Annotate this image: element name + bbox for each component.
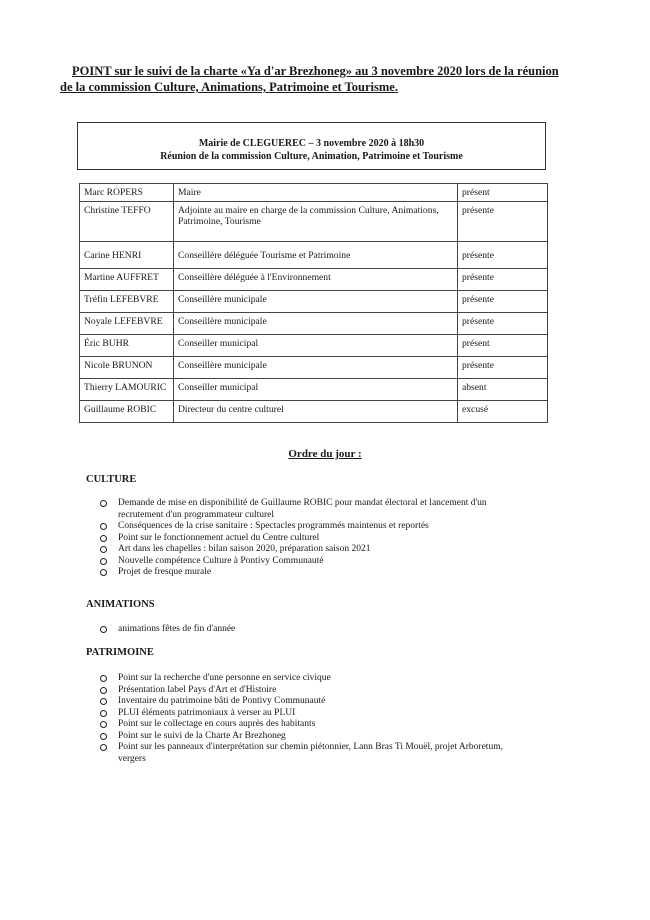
circle-bullet-icon [100,733,107,740]
attendee-role: Conseillère déléguée Tourisme et Patrimoine [174,242,458,269]
list-item: Art dans les chapelles : bilan saison 2020, préparation saison 2021 [100,544,500,556]
agenda-title: Ordre du jour : [288,448,362,460]
section-heading-patrimoine: PATRIMOINE [86,647,154,658]
attendee-role: Conseiller municipal [174,379,458,401]
list-item: Projet de fresque murale [100,567,500,579]
list-item: animations fêtes de fin d'année [100,624,500,636]
table-row [80,242,548,269]
attendee-role: Conseillère municipale [174,357,458,379]
list-item: Présentation label Pays d'Art et d'Histoire [100,685,515,697]
attendee-role: Maire [174,184,458,202]
attendee-role: Conseillère municipale [174,313,458,335]
circle-bullet-icon [100,698,107,705]
attendee-status: présente [458,313,548,335]
circle-bullet-icon [100,523,107,530]
list-item: Point sur la recherche d'une personne en service civique [100,673,515,685]
meeting-line-2: Réunion de la commission Culture, Animation, Patrimoine et Tourisme [160,151,463,162]
meeting-header-box [77,122,546,170]
animations-list [100,624,500,636]
attendee-name: Carine HENRI [80,242,174,269]
attendee-name: Marc ROPERS [80,184,174,202]
circle-bullet-icon [100,675,107,682]
list-item: Demande de mise en disponibilité de Guillaume ROBIC pour mandat électoral et lancement d'un recrutement d'un programmateur culturel [100,498,500,521]
attendee-status: présent [458,335,548,357]
attendee-status: présente [458,357,548,379]
table-row [80,202,548,242]
title-line-2: de la commission Culture, Animations, Patrimoine et Tourisme. [60,80,398,94]
attendee-name: Guillaume ROBIC [80,401,174,423]
circle-bullet-icon [100,721,107,728]
attendee-status: présente [458,291,548,313]
attendee-name: Thierry LAMOURIC [80,379,174,401]
circle-bullet-icon [100,558,107,565]
list-item: Nouvelle compétence Culture à Pontivy Communauté [100,556,500,568]
attendee-name: Tréfin LEFEBVRE [80,291,174,313]
circle-bullet-icon [100,744,107,751]
attendance-table [79,183,548,423]
list-item: Point sur le collectage en cours auprès des habitants [100,719,515,731]
meeting-line-1: Mairie de CLEGUEREC – 3 novembre 2020 à 18h30 [198,138,425,149]
attendee-role: Conseillère municipale [174,291,458,313]
attendee-role: Conseillère déléguée à l'Environnement [174,269,458,291]
circle-bullet-icon [100,687,107,694]
table-row [80,357,548,379]
attendee-name: Noyale LEFEBVRE [80,313,174,335]
attendee-name: Martine AUFFRET [80,269,174,291]
culture-list [100,498,500,579]
table-row [80,184,548,202]
list-item: PLUI éléments patrimoniaux à verser au PLUI [100,708,515,720]
attendee-name: Christine TEFFO [80,202,174,242]
attendee-status: présente [458,242,548,269]
table-row [80,291,548,313]
title-line-1: POINT sur le suivi de la charte «Ya d'ar Brezhoneg» au 3 novembre 2020 lors de la réunion [72,64,559,78]
table-row [80,335,548,357]
table-row [80,269,548,291]
list-item: Conséquences de la crise sanitaire : Spectacles programmés maintenus et reportés [100,521,500,533]
circle-bullet-icon [100,500,107,507]
attendee-status: présente [458,202,548,242]
circle-bullet-icon [100,626,107,633]
attendee-name: Éric BUHR [80,335,174,357]
attendee-status: présent [458,184,548,202]
section-heading-animations: ANIMATIONS [86,599,155,610]
section-heading-culture: CULTURE [86,474,137,485]
table-row [80,401,548,423]
circle-bullet-icon [100,569,107,576]
attendee-status: présente [458,269,548,291]
attendee-status: excusé [458,401,548,423]
list-item: Point sur le suivi de la Charte Ar Brezhoneg [100,731,515,743]
attendee-name: Nicole BRUNON [80,357,174,379]
list-item: Point sur le fonctionnement actuel du Centre culturel [100,533,500,545]
document-title [60,63,620,95]
attendee-role: Adjointe au maire en charge de la commission Culture, Animations, Patrimoine, Tourisme [174,202,458,242]
attendee-status: absent [458,379,548,401]
list-item: Point sur les panneaux d'interprétation sur chemin piétonnier, Lann Bras Ti Mouël, projet Arboretum, vergers [100,742,515,765]
attendee-role: Conseiller municipal [174,335,458,357]
circle-bullet-icon [100,535,107,542]
patrimoine-list [100,673,515,765]
list-item: Inventaire du patrimoine bâti de Pontivy Communauté [100,696,515,708]
table-row [80,379,548,401]
circle-bullet-icon [100,546,107,553]
circle-bullet-icon [100,710,107,717]
table-row [80,313,548,335]
attendee-role: Directeur du centre culturel [174,401,458,423]
